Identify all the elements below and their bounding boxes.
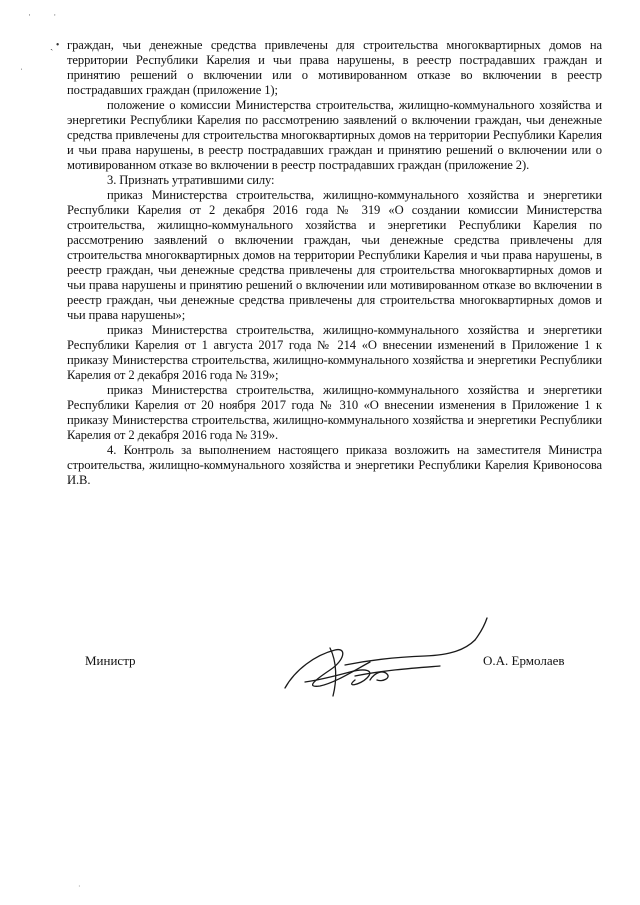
signature-block	[0, 645, 640, 705]
signatory-title: Министр	[85, 653, 136, 668]
scan-artifact-marks: ˏ •	[50, 40, 60, 51]
paragraph-item-3: 3. Признать утратившими силу:	[107, 173, 275, 187]
document-body	[67, 38, 602, 488]
paragraph-commission-regulation: положение о комиссии Министерства строительства, жилищно-коммунального хозяйства и энергетики Республики Карелия по рассмотрению заявлений о включении граждан, чьи денежные средства привлечены для строительства многоквартирных домов на территории Республики Карелия и чьи права нарушены, в реестр пострадавших граждан и принятию решений о включении или о мотивированном отказе во включении в реестр пострадавших граждан (приложение 2).	[67, 98, 602, 172]
signatory-name: О.А. Ермолаев	[483, 653, 565, 668]
paragraph-item-4: 4. Контроль за выполнением настоящего приказа возложить на заместителя Министра строительства, жилищно-коммунального хозяйства и энергетики Республики Карелия Кривоносова И.В.	[67, 443, 602, 487]
paragraph-order-214: приказ Министерства строительства, жилищно-коммунального хозяйства и энергетики Республики Карелия от 1 августа 2017 года № 214 «О внесении изменений в Приложение 1 к приказу Министерства строительства, жилищно-коммунального хозяйства и энергетики Республики Карелия от 2 декабря 2016 года № 319»;	[67, 323, 602, 382]
scan-artifact-bottom: ·	[78, 882, 81, 891]
handwritten-signature	[275, 610, 505, 720]
scan-artifact-corner: ˌ	[20, 60, 23, 70]
scan-artifact-dots: · ·	[28, 10, 67, 20]
paragraph-order-310: приказ Министерства строительства, жилищно-коммунального хозяйства и энергетики Республики Карелия от 20 ноября 2017 года № 310 «О внесении изменения в Приложение 1 к приказу Министерства строительства, жилищно-коммунального хозяйства и энергетики Республики Карелия от 2 декабря 2016 года № 319».	[67, 383, 602, 442]
paragraph-order-319: приказ Министерства строительства, жилищно-коммунального хозяйства и энергетики Республики Карелия от 2 декабря 2016 года № 319 «О создании комиссии Министерства строительства, жилищно-коммунального хозяйства и энергетики Республики Карелия по рассмотрению заявлений о включении граждан, чьи денежные средства привлечены для строительства многоквартирных домов на территории Республики Карелия и чьи права нарушены, в реестр граждан, чьи денежные средства привлечены для строительства многоквартирных домов и чьи права нарушены и принятию решений о включении или мотивированном отказе во включении в реестр граждан, чьи денежные средства привлечены для строительства многоквартирных домов и чьи права нарушены»;	[67, 188, 602, 322]
paragraph-continuation: граждан, чьи денежные средства привлечены для строительства многоквартирных домов на территории Республики Карелия и чьи права нарушены, в реестр пострадавших граждан и принятию решений о включении или о мотивированном отказе во включении в реестр пострадавших граждан (приложение 1);	[67, 38, 602, 97]
